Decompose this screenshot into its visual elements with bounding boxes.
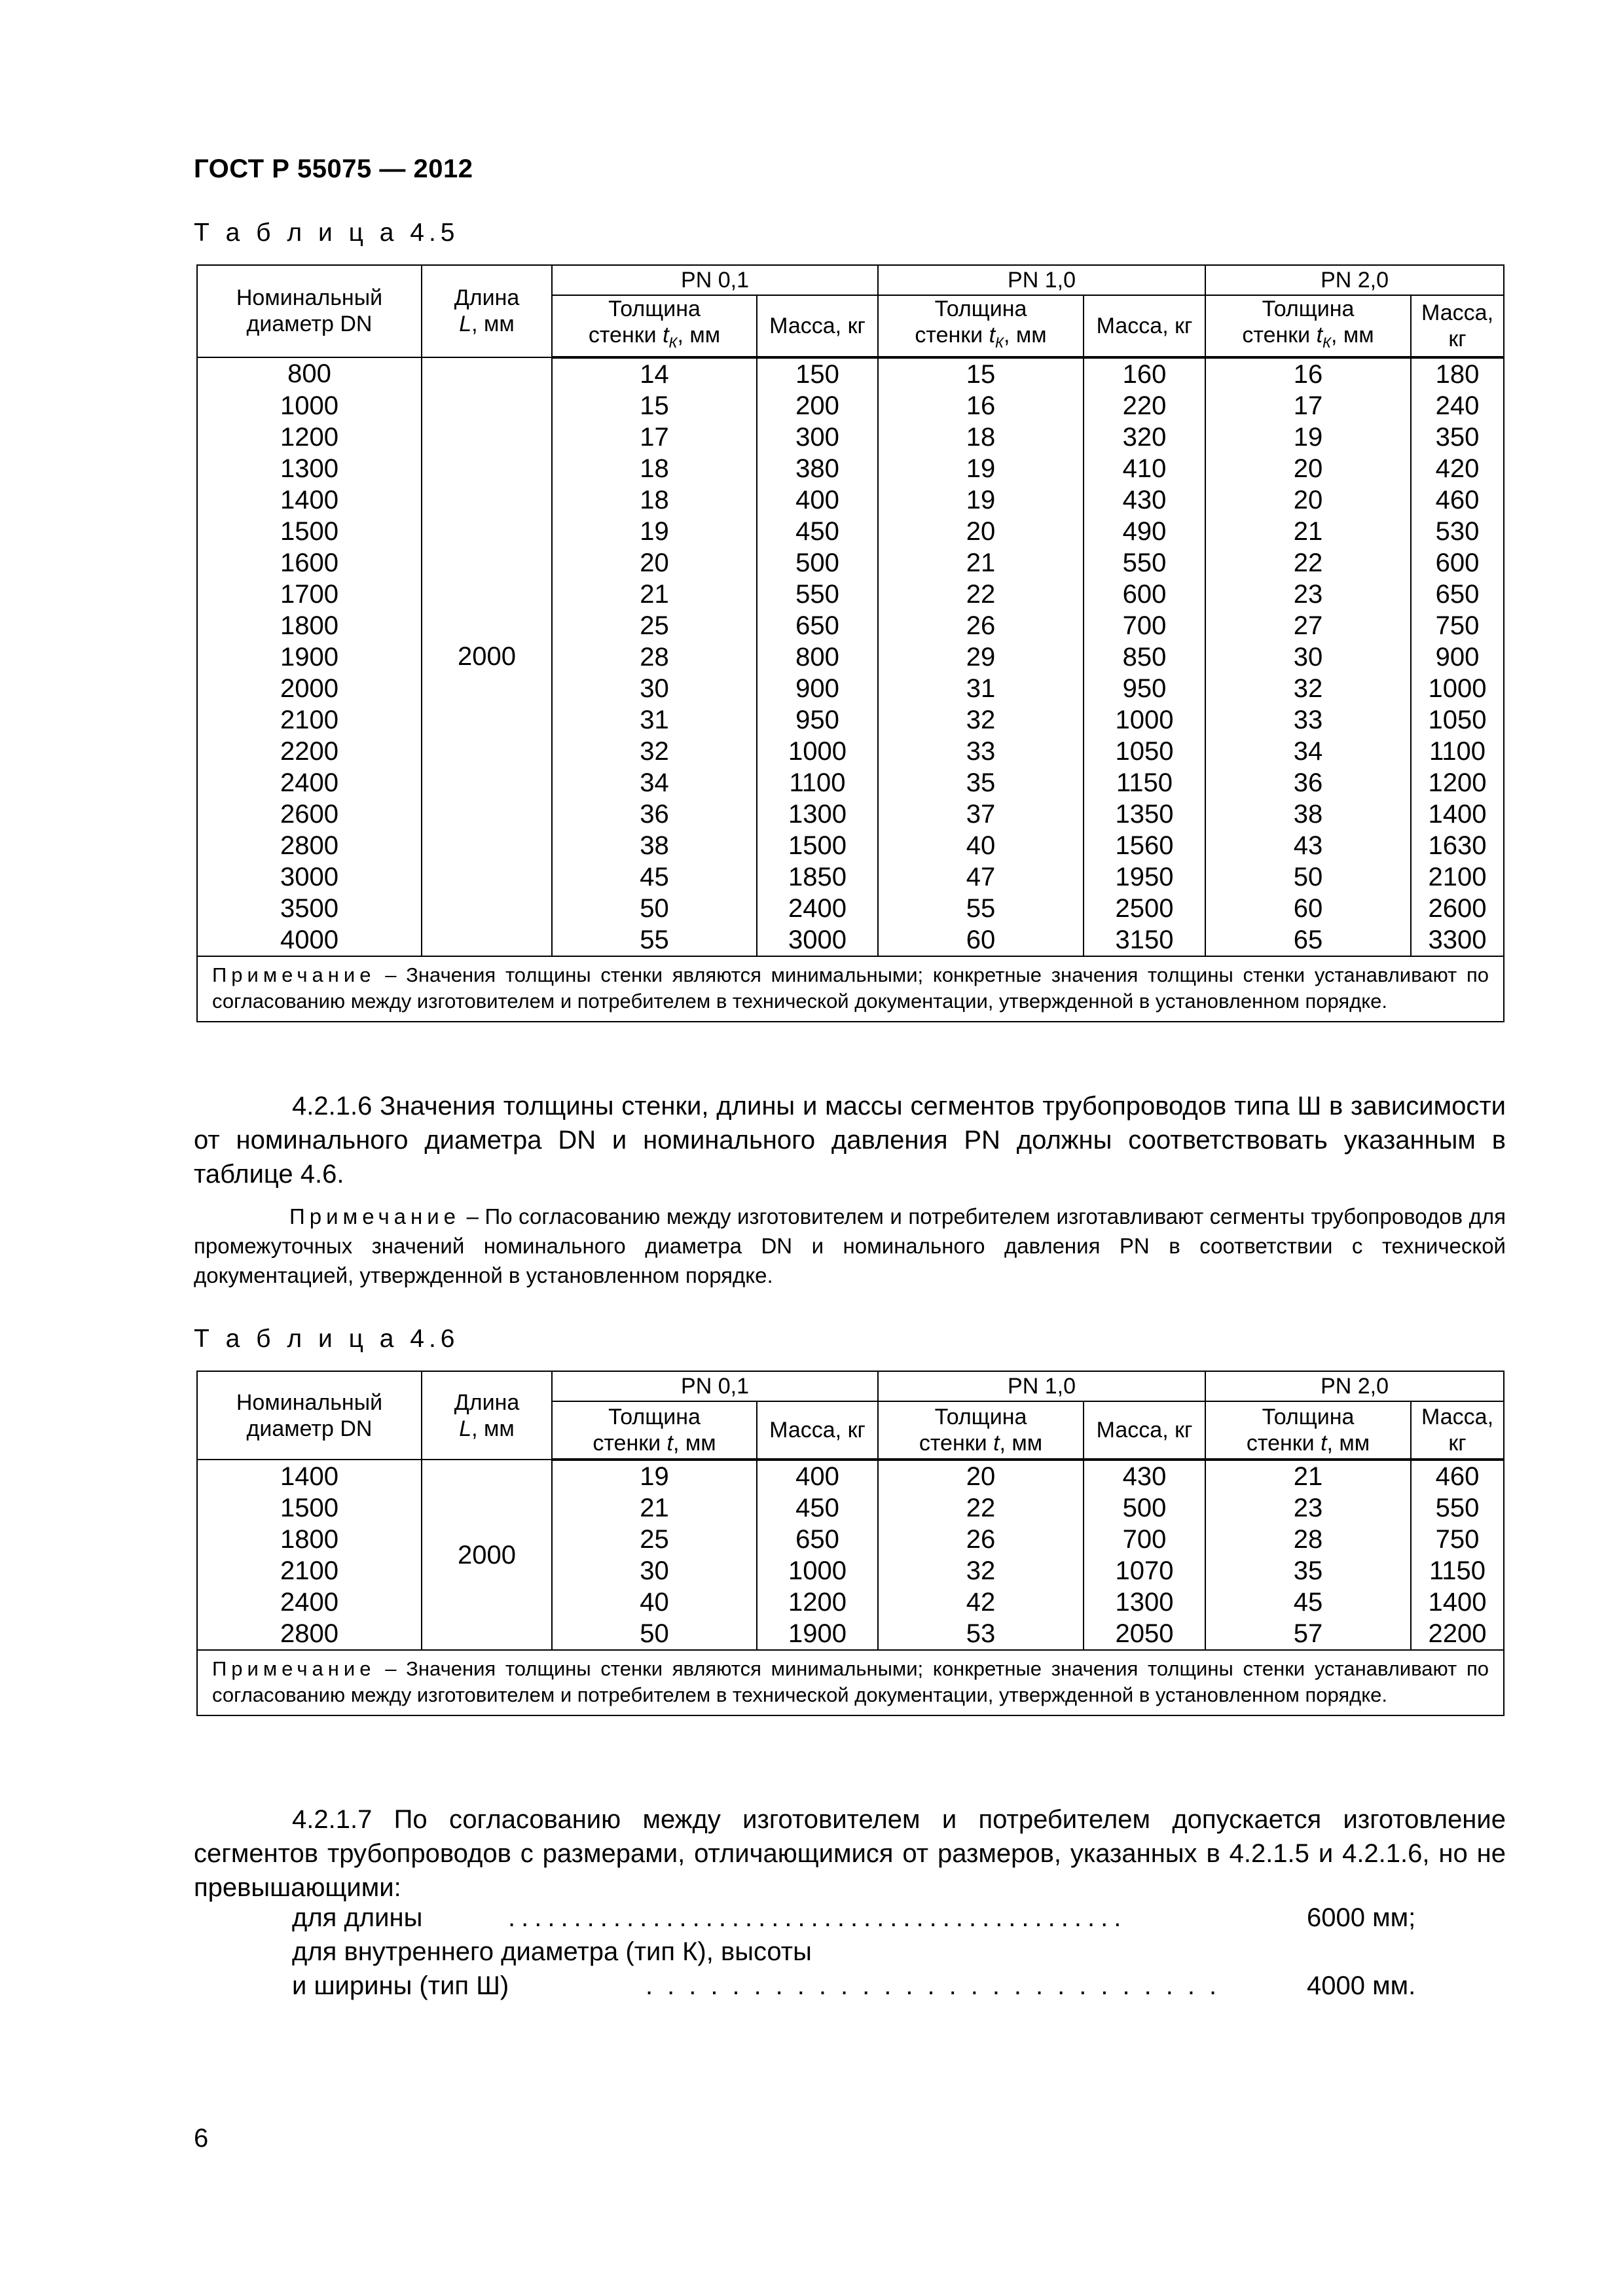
cell-thickness: 65 — [1205, 924, 1411, 956]
cell-dn: 1500 — [197, 516, 422, 547]
cell-thickness: 17 — [1205, 390, 1411, 422]
cell-dn: 1400 — [197, 484, 422, 516]
cell-thickness: 22 — [878, 1492, 1084, 1524]
cell-mass: 410 — [1084, 453, 1205, 484]
cell-dn: 3000 — [197, 861, 422, 893]
cell-dn: 1500 — [197, 1492, 422, 1524]
cell-dn: 2200 — [197, 736, 422, 767]
cell-mass: 240 — [1411, 390, 1504, 422]
cell-mass: 400 — [757, 1460, 878, 1492]
cell-thickness: 19 — [552, 516, 757, 547]
table-row — [197, 516, 1504, 547]
table-row — [197, 798, 1504, 830]
table-row — [197, 610, 1504, 641]
leader-dots: ............................................... — [508, 1903, 1127, 1932]
cell-thickness: 21 — [552, 579, 757, 610]
cell-thickness: 40 — [878, 830, 1084, 861]
cell-dn: 2800 — [197, 830, 422, 861]
col-header-mass: Масса, кг — [757, 1401, 878, 1460]
cell-thickness: 21 — [1205, 1460, 1411, 1492]
table-row — [197, 1524, 1504, 1555]
cell-thickness: 42 — [878, 1587, 1084, 1618]
cell-mass: 1200 — [1411, 767, 1504, 798]
cell-dn: 800 — [197, 357, 422, 390]
table-row — [197, 767, 1504, 798]
table-4-6-note: Примечание – Значения толщины стенки являются минимальными; конкретные значения толщины стенки устанавливают по согласованию между изготовителем и потребителем в технической документации, утвержденной в установленном порядке. — [197, 1650, 1504, 1715]
limit-length-row — [292, 1901, 1510, 1935]
cell-thickness: 38 — [552, 830, 757, 861]
cell-mass: 490 — [1084, 516, 1205, 547]
limit-diameter-row-line1 — [292, 1935, 1510, 1969]
cell-thickness: 45 — [1205, 1587, 1411, 1618]
cell-thickness: 18 — [552, 484, 757, 516]
cell-dn: 2100 — [197, 704, 422, 736]
cell-mass: 1070 — [1084, 1555, 1205, 1587]
cell-dn: 1800 — [197, 1524, 422, 1555]
document-header: ГОСТ Р 55075 — 2012 — [194, 154, 473, 183]
col-header-mass: Масса, кг — [1084, 1401, 1205, 1460]
cell-mass: 530 — [1411, 516, 1504, 547]
cell-mass: 220 — [1084, 390, 1205, 422]
note-4-2-1-6: Примечание – По согласованию между изготовителем и потребителем изготавливают сегменты трубопроводов для промежуточных значений номинального диаметра DN и номинального давления PN в соответствии с технической документацией, утвержденной в установленном порядке. — [194, 1204, 1506, 1287]
table-4-6-body — [197, 1460, 1504, 1650]
cell-thickness: 27 — [1205, 610, 1411, 641]
cell-thickness: 28 — [552, 641, 757, 673]
cell-mass: 550 — [1084, 547, 1205, 579]
col-header-thickness: Толщина стенки t, мм — [1205, 1401, 1411, 1460]
cell-thickness: 29 — [878, 641, 1084, 673]
cell-mass: 750 — [1411, 1524, 1504, 1555]
table-row — [197, 893, 1504, 924]
cell-mass: 550 — [1411, 1492, 1504, 1524]
cell-mass: 500 — [1084, 1492, 1205, 1524]
cell-thickness: 32 — [878, 1555, 1084, 1587]
cell-thickness: 57 — [1205, 1618, 1411, 1650]
cell-mass: 420 — [1411, 453, 1504, 484]
cell-thickness: 22 — [878, 579, 1084, 610]
cell-mass: 1050 — [1084, 736, 1205, 767]
cell-dn: 4000 — [197, 924, 422, 956]
table-row — [197, 390, 1504, 422]
cell-mass: 1500 — [757, 830, 878, 861]
cell-mass: 650 — [757, 1524, 878, 1555]
cell-dn: 2400 — [197, 767, 422, 798]
cell-mass: 850 — [1084, 641, 1205, 673]
cell-thickness: 21 — [1205, 516, 1411, 547]
cell-dn: 2800 — [197, 1618, 422, 1650]
cell-mass: 200 — [757, 390, 878, 422]
cell-mass: 430 — [1084, 484, 1205, 516]
cell-dn: 2400 — [197, 1587, 422, 1618]
cell-thickness: 15 — [878, 357, 1084, 390]
cell-thickness: 18 — [552, 453, 757, 484]
col-header-mass: Масса, кг — [757, 295, 878, 357]
col-group-pn20: PN 2,0 — [1205, 1371, 1504, 1401]
paragraph-4-2-1-6: 4.2.1.6 Значения толщины стенки, длины и массы сегментов трубопроводов типа Ш в зависимости от номинального диаметра DN и номинального давления PN должны соответствовать указанным в таблице 4.6. — [194, 1092, 1506, 1189]
cell-thickness: 14 — [552, 357, 757, 390]
cell-thickness: 40 — [552, 1587, 757, 1618]
cell-mass: 600 — [1084, 579, 1205, 610]
cell-mass: 750 — [1411, 610, 1504, 641]
cell-mass: 1100 — [757, 767, 878, 798]
cell-mass: 450 — [757, 1492, 878, 1524]
table-row — [197, 484, 1504, 516]
cell-mass: 1100 — [1411, 736, 1504, 767]
cell-mass: 1150 — [1084, 767, 1205, 798]
table-row — [197, 673, 1504, 704]
table-row — [197, 924, 1504, 956]
cell-mass: 1300 — [757, 798, 878, 830]
cell-thickness: 53 — [878, 1618, 1084, 1650]
cell-mass: 700 — [1084, 1524, 1205, 1555]
cell-mass: 1200 — [757, 1587, 878, 1618]
cell-thickness: 37 — [878, 798, 1084, 830]
cell-mass: 430 — [1084, 1460, 1205, 1492]
cell-mass: 1350 — [1084, 798, 1205, 830]
cell-mass: 700 — [1084, 610, 1205, 641]
cell-mass: 2600 — [1411, 893, 1504, 924]
cell-thickness: 50 — [552, 1618, 757, 1650]
cell-dn: 1700 — [197, 579, 422, 610]
cell-mass: 800 — [757, 641, 878, 673]
cell-mass: 1150 — [1411, 1555, 1504, 1587]
col-header-mass: Масса, кг — [1411, 295, 1504, 357]
cell-thickness: 16 — [1205, 357, 1411, 390]
cell-mass: 180 — [1411, 357, 1504, 390]
cell-thickness: 20 — [1205, 453, 1411, 484]
cell-thickness: 19 — [552, 1460, 757, 1492]
limit-diameter-label: для внутреннего диаметра (тип К), высоты — [292, 1937, 812, 1966]
limit-width-label: и ширины (тип Ш) — [292, 1971, 509, 2000]
col-header-dn: Номинальный диаметр DN — [197, 265, 422, 357]
cell-mass: 1300 — [1084, 1587, 1205, 1618]
table-row — [197, 1492, 1504, 1524]
table-row — [197, 861, 1504, 893]
cell-mass: 550 — [757, 579, 878, 610]
table-row — [197, 422, 1504, 453]
cell-mass: 1560 — [1084, 830, 1205, 861]
table-4-5-caption: Т а б л и ц а 4.5 — [194, 219, 460, 247]
table-row — [197, 1555, 1504, 1587]
cell-mass: 500 — [757, 547, 878, 579]
cell-mass: 3150 — [1084, 924, 1205, 956]
cell-mass: 300 — [757, 422, 878, 453]
cell-thickness: 19 — [878, 484, 1084, 516]
cell-mass: 2400 — [757, 893, 878, 924]
cell-mass: 2100 — [1411, 861, 1504, 893]
cell-mass: 650 — [1411, 579, 1504, 610]
cell-length: 2000 — [422, 1460, 552, 1650]
cell-mass: 1900 — [757, 1618, 878, 1650]
paragraph-4-2-1-7: 4.2.1.7 По согласованию между изготовителем и потребителем допускается изготовление сегментов трубопроводов с размерами, отличающимися от размеров, указанных в 4.2.1.5 и 4.2.1.6, но не превышающими: — [194, 1805, 1506, 1902]
cell-thickness: 22 — [1205, 547, 1411, 579]
table-4-6-caption: Т а б л и ц а 4.6 — [194, 1325, 460, 1353]
cell-thickness: 19 — [878, 453, 1084, 484]
cell-thickness: 60 — [1205, 893, 1411, 924]
col-group-pn20: PN 2,0 — [1205, 265, 1504, 295]
cell-thickness: 45 — [552, 861, 757, 893]
cell-dn: 1200 — [197, 422, 422, 453]
cell-thickness: 35 — [1205, 1555, 1411, 1587]
cell-dn: 1900 — [197, 641, 422, 673]
cell-mass: 1400 — [1411, 798, 1504, 830]
col-header-thickness: Толщина стенки $t_К$, мм — [1205, 295, 1411, 357]
cell-thickness: 35 — [878, 767, 1084, 798]
col-header-thickness: Толщина стенки $t_К$, мм — [878, 295, 1084, 357]
cell-thickness: 34 — [1205, 736, 1411, 767]
cell-mass: 2200 — [1411, 1618, 1504, 1650]
cell-thickness: 32 — [552, 736, 757, 767]
table-row — [197, 704, 1504, 736]
limit-diameter-value: 4000 мм. — [1307, 1971, 1416, 2000]
cell-thickness: 47 — [878, 861, 1084, 893]
cell-mass: 1050 — [1411, 704, 1504, 736]
cell-length: 2000 — [422, 357, 552, 956]
cell-thickness: 36 — [1205, 767, 1411, 798]
cell-thickness: 36 — [552, 798, 757, 830]
table-row — [197, 357, 1504, 390]
cell-thickness: 60 — [878, 924, 1084, 956]
cell-thickness: 15 — [552, 390, 757, 422]
col-header-dn: Номинальный диаметр DN — [197, 1371, 422, 1460]
cell-thickness: 38 — [1205, 798, 1411, 830]
cell-thickness: 20 — [552, 547, 757, 579]
limit-length-value: 6000 мм; — [1307, 1903, 1416, 1932]
cell-dn: 1600 — [197, 547, 422, 579]
cell-mass: 2050 — [1084, 1618, 1205, 1650]
cell-thickness: 26 — [878, 610, 1084, 641]
cell-mass: 1850 — [757, 861, 878, 893]
table-row — [197, 453, 1504, 484]
limit-length-label: для длины — [292, 1903, 423, 1932]
cell-thickness: 20 — [878, 516, 1084, 547]
col-header-length: Длина L, мм — [422, 265, 552, 357]
table-row — [197, 1618, 1504, 1650]
table-row — [197, 1460, 1504, 1492]
cell-mass: 3000 — [757, 924, 878, 956]
col-header-thickness: Толщина стенки $t_К$, мм — [552, 295, 757, 357]
cell-mass: 3300 — [1411, 924, 1504, 956]
cell-dn: 1300 — [197, 453, 422, 484]
cell-mass: 2500 — [1084, 893, 1205, 924]
cell-thickness: 32 — [1205, 673, 1411, 704]
cell-dn: 1000 — [197, 390, 422, 422]
cell-mass: 1630 — [1411, 830, 1504, 861]
cell-thickness: 20 — [1205, 484, 1411, 516]
cell-thickness: 32 — [878, 704, 1084, 736]
leader-dots: ........................... — [646, 1971, 1231, 2000]
cell-thickness: 21 — [552, 1492, 757, 1524]
cell-mass: 650 — [757, 610, 878, 641]
cell-mass: 1400 — [1411, 1587, 1504, 1618]
table-4-5 — [196, 264, 1504, 1022]
cell-thickness: 43 — [1205, 830, 1411, 861]
cell-mass: 460 — [1411, 1460, 1504, 1492]
cell-mass: 320 — [1084, 422, 1205, 453]
cell-thickness: 55 — [552, 924, 757, 956]
col-group-pn10: PN 1,0 — [878, 1371, 1205, 1401]
table-row — [197, 830, 1504, 861]
cell-thickness: 30 — [552, 673, 757, 704]
cell-thickness: 31 — [552, 704, 757, 736]
cell-mass: 1000 — [1084, 704, 1205, 736]
cell-dn: 2600 — [197, 798, 422, 830]
cell-thickness: 21 — [878, 547, 1084, 579]
cell-thickness: 30 — [1205, 641, 1411, 673]
cell-mass: 950 — [757, 704, 878, 736]
col-group-pn01: PN 0,1 — [552, 265, 878, 295]
cell-dn: 3500 — [197, 893, 422, 924]
table-row — [197, 641, 1504, 673]
table-4-6 — [196, 1371, 1504, 1716]
table-row — [197, 736, 1504, 767]
cell-thickness: 17 — [552, 422, 757, 453]
col-header-mass: Масса, кг — [1411, 1401, 1504, 1460]
cell-mass: 1000 — [757, 1555, 878, 1587]
cell-dn: 1400 — [197, 1460, 422, 1492]
cell-thickness: 20 — [878, 1460, 1084, 1492]
cell-mass: 900 — [1411, 641, 1504, 673]
cell-dn: 2000 — [197, 673, 422, 704]
page-number: 6 — [194, 2124, 209, 2153]
cell-thickness: 31 — [878, 673, 1084, 704]
cell-mass: 160 — [1084, 357, 1205, 390]
cell-mass: 1000 — [1411, 673, 1504, 704]
cell-mass: 450 — [757, 516, 878, 547]
cell-mass: 350 — [1411, 422, 1504, 453]
col-header-length: Длина L, мм — [422, 1371, 552, 1460]
cell-thickness: 50 — [1205, 861, 1411, 893]
cell-mass: 950 — [1084, 673, 1205, 704]
table-row — [197, 579, 1504, 610]
cell-thickness: 30 — [552, 1555, 757, 1587]
cell-thickness: 23 — [1205, 579, 1411, 610]
col-header-thickness: Толщина стенки t, мм — [552, 1401, 757, 1460]
cell-thickness: 34 — [552, 767, 757, 798]
cell-thickness: 25 — [552, 1524, 757, 1555]
cell-thickness: 19 — [1205, 422, 1411, 453]
cell-thickness: 16 — [878, 390, 1084, 422]
cell-mass: 900 — [757, 673, 878, 704]
cell-thickness: 23 — [1205, 1492, 1411, 1524]
cell-mass: 150 — [757, 357, 878, 390]
col-header-thickness: Толщина стенки t, мм — [878, 1401, 1084, 1460]
table-4-5-note: Примечание – Значения толщины стенки являются минимальными; конкретные значения толщины стенки устанавливают по согласованию между изготовителем и потребителем в технической документации, утвержденной в установленном порядке. — [197, 956, 1504, 1022]
limit-diameter-row-line2 — [292, 1969, 1510, 2003]
col-group-pn10: PN 1,0 — [878, 265, 1205, 295]
cell-thickness: 25 — [552, 610, 757, 641]
cell-mass: 1000 — [757, 736, 878, 767]
cell-thickness: 26 — [878, 1524, 1084, 1555]
cell-mass: 380 — [757, 453, 878, 484]
cell-thickness: 55 — [878, 893, 1084, 924]
table-row — [197, 547, 1504, 579]
cell-thickness: 33 — [1205, 704, 1411, 736]
cell-mass: 600 — [1411, 547, 1504, 579]
cell-thickness: 28 — [1205, 1524, 1411, 1555]
cell-dn: 2100 — [197, 1555, 422, 1587]
cell-mass: 460 — [1411, 484, 1504, 516]
table-row — [197, 1587, 1504, 1618]
cell-thickness: 33 — [878, 736, 1084, 767]
cell-mass: 1950 — [1084, 861, 1205, 893]
table-4-5-body — [197, 357, 1504, 956]
col-header-mass: Масса, кг — [1084, 295, 1205, 357]
cell-thickness: 18 — [878, 422, 1084, 453]
col-group-pn01: PN 0,1 — [552, 1371, 878, 1401]
cell-thickness: 50 — [552, 893, 757, 924]
cell-dn: 1800 — [197, 610, 422, 641]
cell-mass: 400 — [757, 484, 878, 516]
